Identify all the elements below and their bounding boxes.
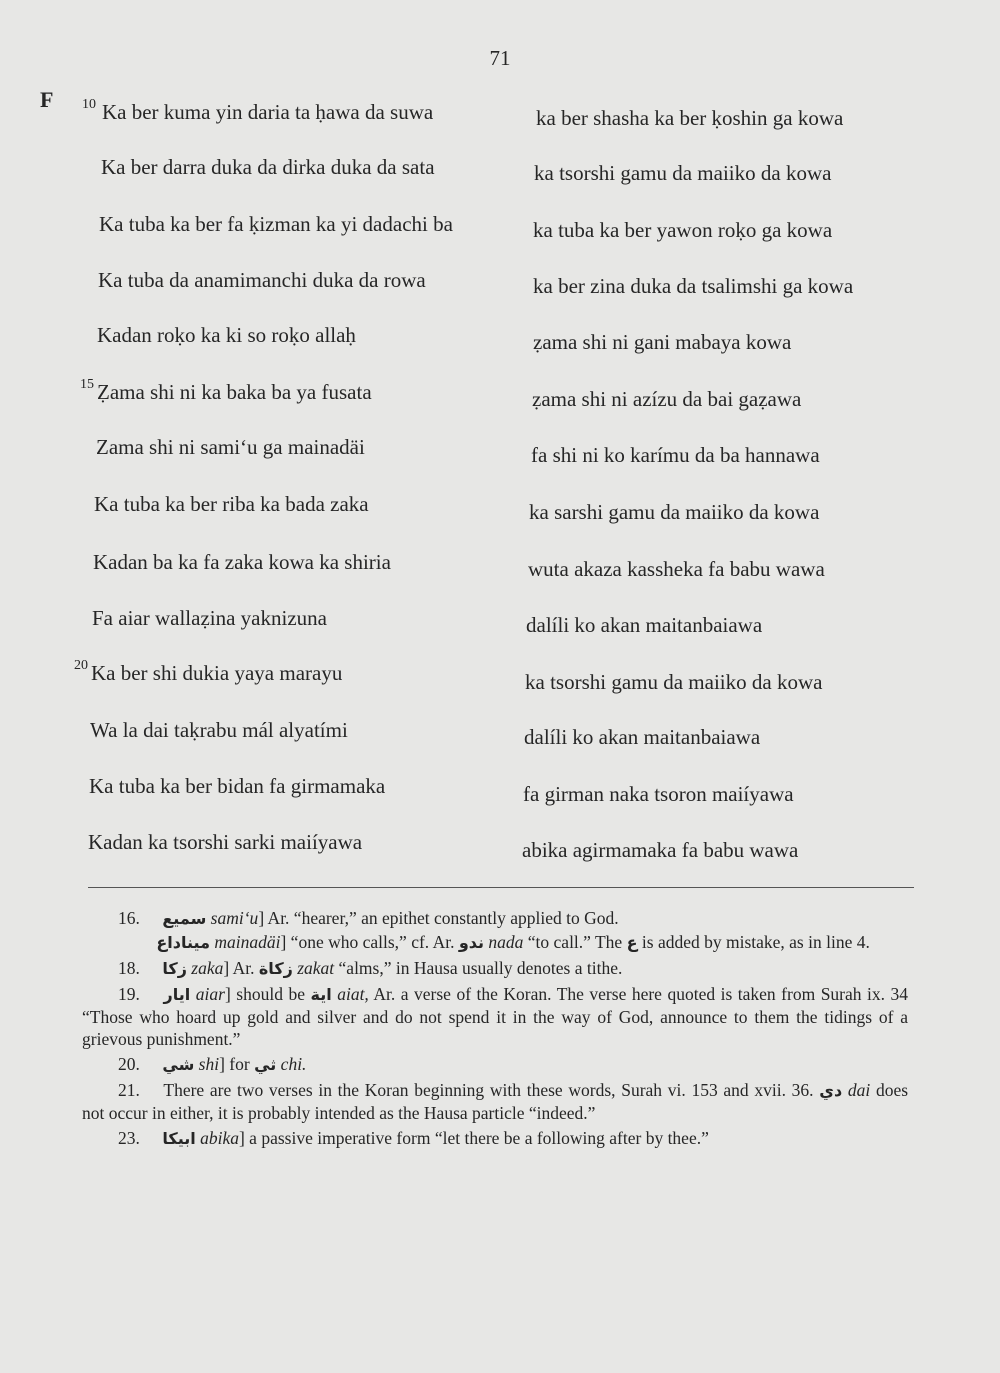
footnote-21 <box>82 1079 908 1124</box>
line-number: 15 <box>80 377 94 392</box>
footnote-18 <box>82 957 908 980</box>
footnote-text: ] a passive imperative form “let there be a following after by thee.” <box>238 1128 709 1148</box>
page-number: 71 <box>489 46 511 70</box>
verse-left: Ẓama shi ni ka baka ba ya fusata <box>97 380 372 404</box>
footnote-19 <box>82 983 908 1050</box>
verse-line <box>0 323 1000 363</box>
verse-line <box>0 606 1000 646</box>
footnote-text: does not occur in either, it is probably intended as the Hausa particle “indeed.” <box>82 1080 909 1123</box>
verse-right: dalíli ko akan maitanbaiawa <box>524 725 761 749</box>
verse-right: ka tsorshi gamu da maiiko da kowa <box>534 161 832 185</box>
verse-left: Kadan roḳo ka ki so roḳo allaḥ <box>97 323 356 347</box>
footnote-text: ] should be <box>224 984 305 1004</box>
transliteration: nada <box>488 932 524 952</box>
arabic-letter: ع <box>626 933 638 952</box>
verse-line <box>0 212 1000 252</box>
arabic-word: شي <box>162 1055 195 1074</box>
footnote-text: ] “one who calls,” cf. Ar. <box>280 932 455 952</box>
verse-right: fa shi ni ko karímu da ba hannawa <box>531 443 820 467</box>
footnote-rule <box>88 887 914 888</box>
arabic-word: ميناداع <box>156 933 210 952</box>
footnote-number: 16. <box>118 908 140 928</box>
verse-right: wuta akaza kassheka fa babu wawa <box>528 557 825 581</box>
footnote-number: 21. <box>118 1080 140 1100</box>
footnote-16-cont <box>82 931 908 954</box>
arabic-word: ابيكا <box>162 1129 196 1148</box>
footnotes <box>82 907 908 1153</box>
verse-right: ka ber zina duka da tsalimshi ga kowa <box>533 274 854 298</box>
footnote-text: is added by mistake, as in line 4. <box>641 932 870 952</box>
verse-left: Ka tuba ka ber riba ka bada zaka <box>94 492 369 516</box>
footnote-16 <box>82 907 908 930</box>
verse-line <box>0 268 1000 308</box>
verse-line <box>0 155 1000 195</box>
transliteration: aiat, <box>337 984 369 1004</box>
verse-right: ka ber shasha ka ber ḳoshin ga kowa <box>536 106 844 130</box>
verse-left: Zama shi ni sami‘u ga mainadäi <box>96 435 365 459</box>
verse-left: Ka ber shi dukia yaya marayu <box>91 661 343 685</box>
verse-line <box>0 830 1000 870</box>
verse-right: ka sarshi gamu da maiiko da kowa <box>529 500 820 524</box>
verse-line <box>0 97 1000 140</box>
verse-left: Ka ber kuma yin daria ta ḥawa da suwa <box>102 100 434 124</box>
verse-right: dalíli ko akan maitanbaiawa <box>526 613 763 637</box>
verse-right: ka tsorshi gamu da maiiko da kowa <box>525 670 823 694</box>
verse-line <box>0 774 1000 814</box>
footnote-number: 18. <box>118 958 140 978</box>
transliteration: sami‘u <box>210 908 259 928</box>
verse-right: ka tuba ka ber yawon roḳo ga kowa <box>533 218 833 242</box>
verse-line <box>0 492 1000 532</box>
line-number: 10 <box>82 97 96 112</box>
transliteration: mainadäi <box>214 932 281 952</box>
footnote-text: ] Ar. “hearer,” an epithet constantly applied to God. <box>258 908 619 928</box>
line-number: 20 <box>74 658 88 673</box>
verse-line <box>0 550 1000 590</box>
section-letter: F <box>40 87 54 112</box>
transliteration: abika <box>200 1128 239 1148</box>
transliteration: shi <box>198 1054 220 1074</box>
transliteration: zaka <box>191 958 224 978</box>
verse-line <box>0 718 1000 758</box>
transliteration: aiar <box>195 984 225 1004</box>
footnote-text: “to call.” The <box>527 932 623 952</box>
transliteration: dai <box>847 1080 871 1100</box>
transliteration: zakat <box>297 958 335 978</box>
footnote-text: ] Ar. <box>223 958 255 978</box>
verse-left: Ka tuba ka ber fa ḳizman ka yi dadachi ba <box>99 212 453 236</box>
verse-left: Ka ber darra duka da dirka duka da sata <box>101 155 435 179</box>
arabic-word: سميع <box>162 909 207 928</box>
arabic-word: ايار <box>163 985 191 1004</box>
verse-right: abika agirmamaka fa babu wawa <box>522 838 799 862</box>
footnote-20 <box>82 1053 908 1076</box>
verse-left: Wa la dai taḳrabu mál alyatími <box>90 718 348 742</box>
footnote-text: “alms,” in Hausa usually denotes a tithe. <box>338 958 623 978</box>
verse-line <box>0 435 1000 475</box>
footnote-number: 19. <box>118 984 140 1004</box>
verse-line <box>0 658 1000 701</box>
arabic-word: زكاة <box>258 959 293 978</box>
footnote-text: ] for <box>219 1054 250 1074</box>
footnote-number: 23. <box>118 1128 140 1148</box>
verse-right: ẓama shi ni gani mabaya kowa <box>533 330 792 354</box>
verse-left: Kadan ba ka fa zaka kowa ka shiria <box>93 550 391 574</box>
verse-left: Kadan ka tsorshi sarki maiíyawa <box>88 830 363 854</box>
footnote-number: 20. <box>118 1054 140 1074</box>
verse-left: Fa aiar wallaẓina yaknizuna <box>92 606 327 630</box>
verse-left: Ka tuba da anamimanchi duka da rowa <box>98 268 426 292</box>
transliteration: chi. <box>280 1054 307 1074</box>
verse-left: Ka tuba ka ber bidan fa girmamaka <box>89 774 386 798</box>
footnote-text: There are two verses in the Koran beginning with these words, Surah vi. 153 and xvii. 36. <box>163 1080 814 1100</box>
arabic-word: اية <box>310 985 332 1004</box>
footnote-23 <box>82 1127 908 1150</box>
arabic-word: ثي <box>254 1055 277 1074</box>
arabic-word: زكا <box>162 959 187 978</box>
arabic-word: دي <box>819 1081 843 1100</box>
verse-right: fa girman naka tsoron maiíyawa <box>523 782 794 806</box>
verse-line <box>0 377 1000 420</box>
arabic-word: ندو <box>458 933 485 952</box>
verse-right: ẓama shi ni azízu da bai gaẓawa <box>532 387 802 411</box>
footnote-text: Ar. a verse of the Koran. The verse here quoted is taken from Surah ix. 34 “Those who hoard up gold and silver and do not spend it in the way of God, announce to them the tidings of a grievous punishment.” <box>82 984 909 1049</box>
